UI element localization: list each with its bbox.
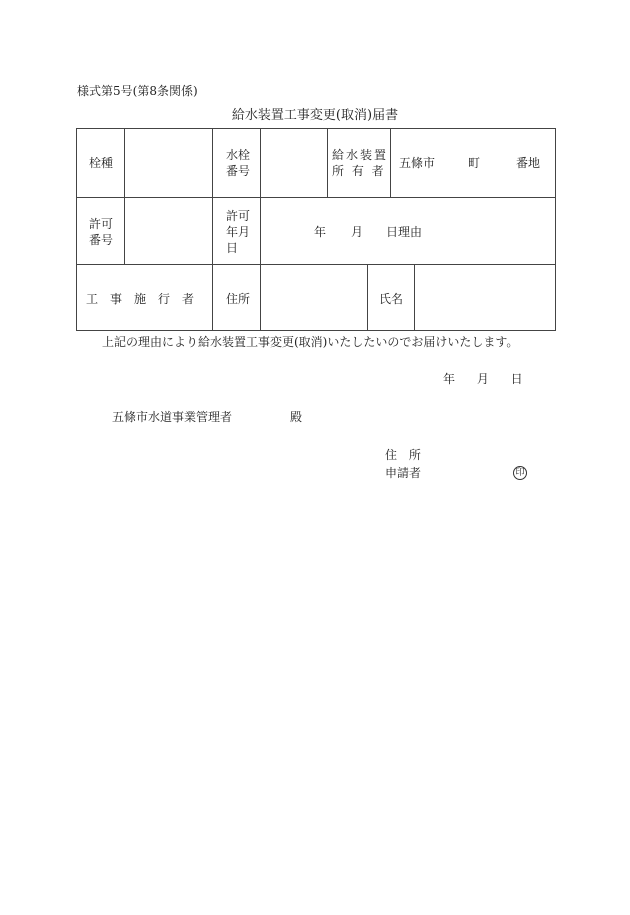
submission-date: 年 月 日	[443, 372, 523, 386]
contractor-address-label: 住所	[226, 292, 251, 306]
applicant-label: 申請者	[385, 466, 422, 480]
permit-date-label-line2: 年月	[226, 225, 251, 239]
column-divider	[327, 129, 328, 197]
row-divider	[77, 264, 555, 265]
column-divider	[390, 129, 391, 197]
meter-number-label-line1: 水栓	[226, 148, 251, 162]
permit-month: 月	[351, 225, 364, 239]
applicant-address-label: 住 所	[385, 448, 421, 462]
column-divider	[367, 264, 368, 331]
owner-label-line1: 給水装置	[332, 148, 389, 162]
document-title: 給水装置工事変更(取消)届書	[231, 108, 399, 123]
row-divider	[77, 197, 555, 198]
addressee: 五條市水道事業管理者	[112, 410, 233, 424]
column-divider	[414, 264, 415, 331]
form-number: 様式第5号(第8条関係)	[77, 84, 198, 98]
owner-lot: 番地	[516, 156, 541, 170]
owner-town: 町	[468, 156, 481, 170]
stopcock-type-label: 栓種	[89, 156, 114, 170]
permit-number-label-line2: 番号	[89, 233, 114, 247]
owner-city: 五條市	[399, 156, 436, 170]
column-divider	[124, 129, 125, 264]
notice-text: 上記の理由により給水装置工事変更(取消)いたしたいのでお届けいたします。	[102, 335, 519, 349]
meter-number-label-line2: 番号	[226, 164, 251, 178]
permit-number-label-line1: 許可	[89, 217, 114, 231]
notification-table	[76, 128, 556, 331]
owner-label-line2: 所 有 者	[332, 164, 386, 178]
column-divider	[260, 129, 261, 331]
permit-year: 年	[314, 225, 327, 239]
column-divider	[212, 129, 213, 331]
seal-mark-icon: 印	[513, 466, 527, 480]
permit-day-reason: 日理由	[386, 225, 423, 239]
contractor-label: 工 事 施 行 者	[86, 292, 195, 306]
honorific: 殿	[290, 410, 303, 424]
permit-date-label-line3: 日	[226, 241, 239, 255]
permit-date-label-line1: 許可	[226, 209, 251, 223]
contractor-name-label: 氏名	[379, 292, 404, 306]
